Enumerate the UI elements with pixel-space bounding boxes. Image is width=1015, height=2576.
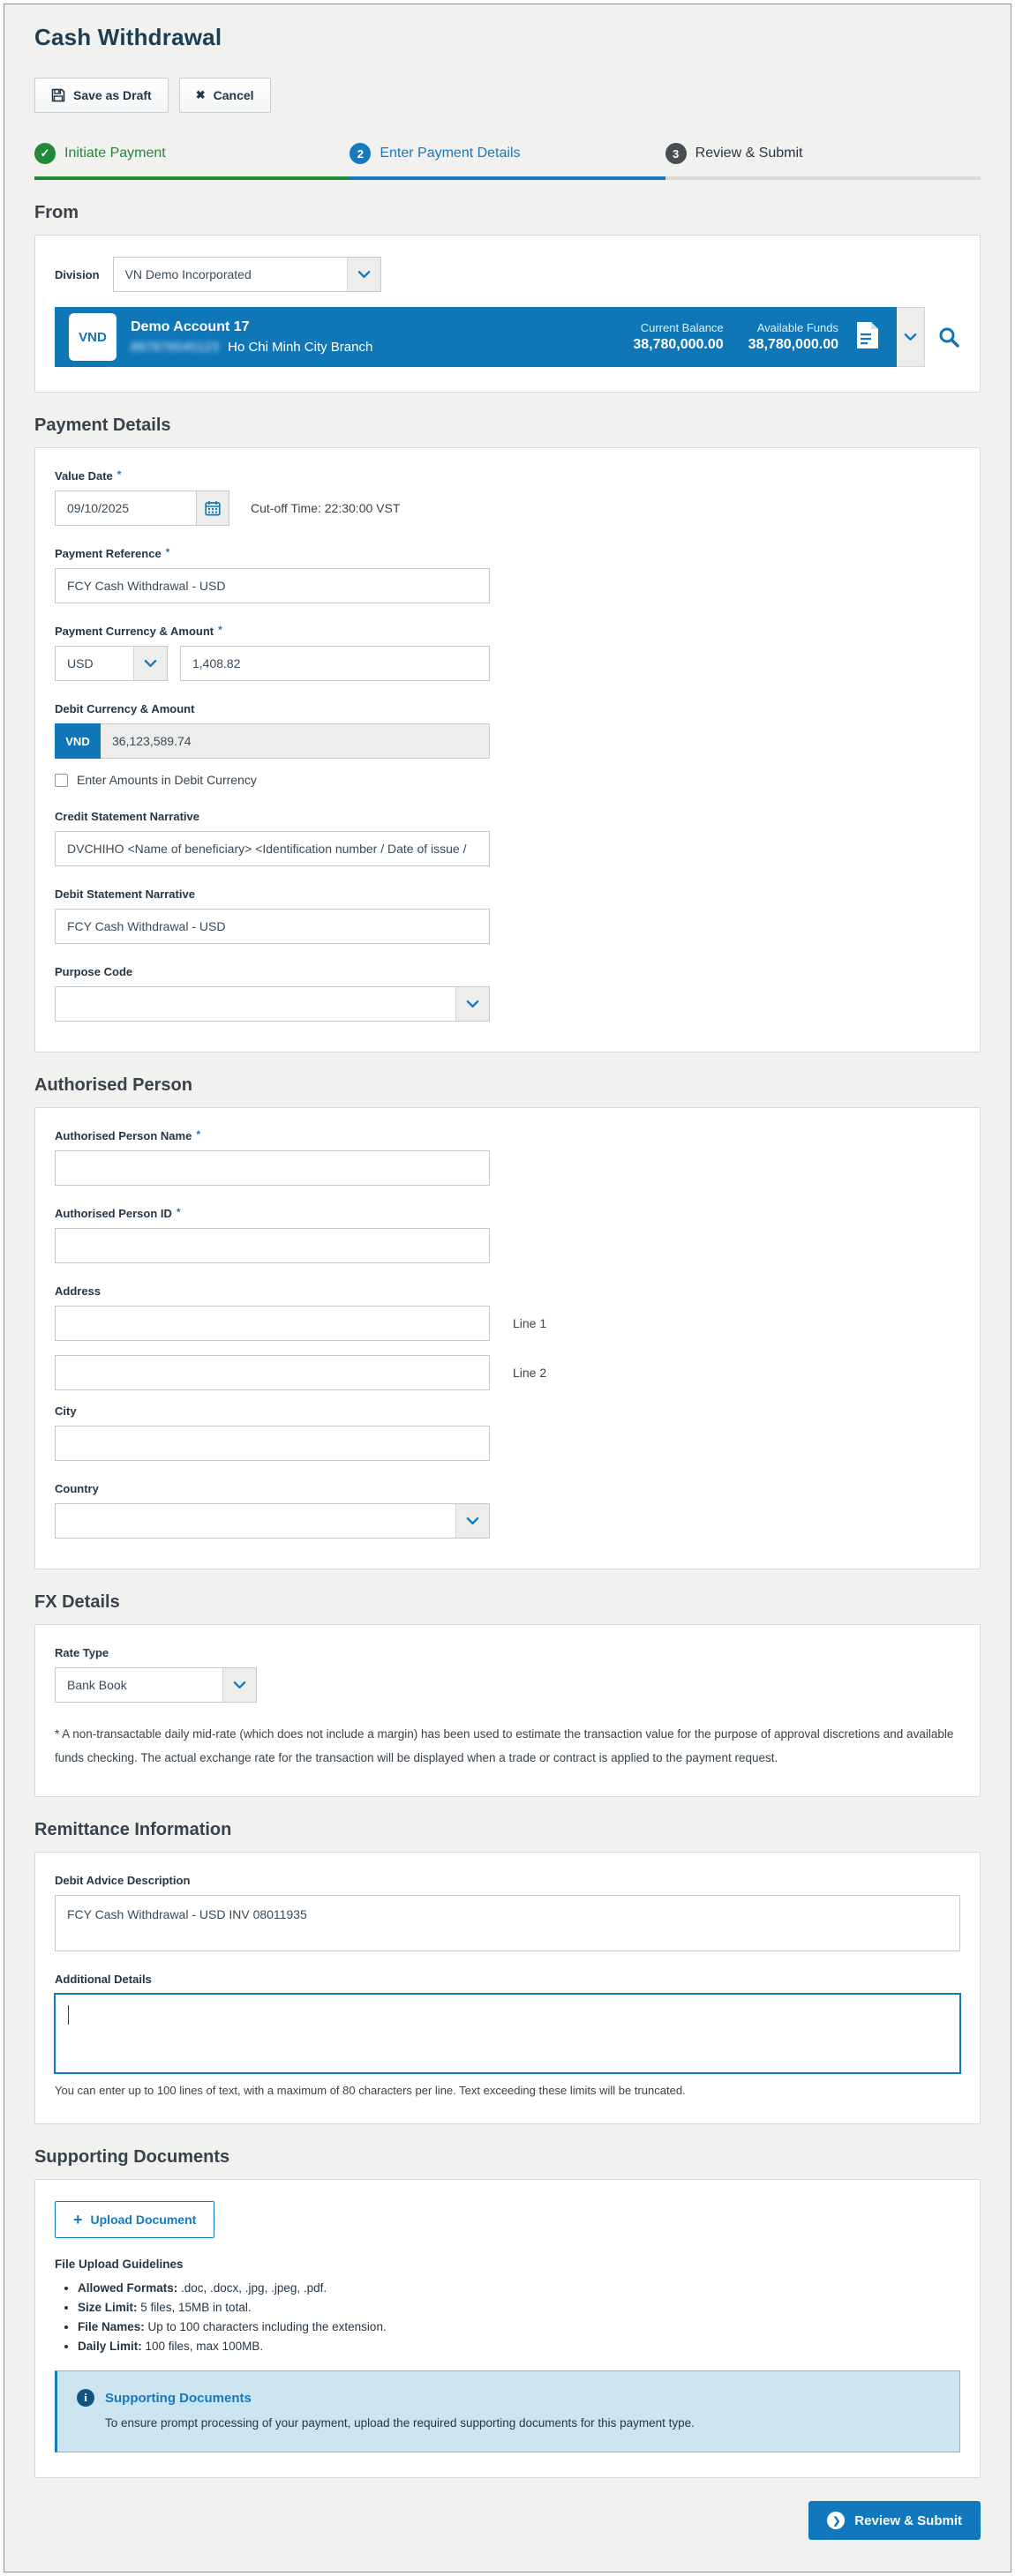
payment-reference-input[interactable]: FCY Cash Withdrawal - USD [55, 568, 490, 603]
step-label: Initiate Payment [64, 146, 166, 161]
review-submit-button[interactable] [808, 2501, 981, 2540]
upload-document-label: Upload Document [90, 2213, 197, 2227]
step-label: Enter Payment Details [380, 146, 521, 161]
step-done-check-icon: ✓ [34, 143, 56, 164]
available-funds-value: 38,780,000.00 [748, 337, 838, 352]
country-select[interactable] [55, 1503, 490, 1539]
from-section-heading: From [34, 203, 79, 222]
debit-currency-checkbox-row [55, 773, 960, 787]
fx-details-card [34, 1624, 981, 1797]
division-label: Division [55, 267, 100, 281]
toolbar [34, 78, 981, 113]
debit-currency-checkbox[interactable] [55, 774, 68, 787]
footer-actions [34, 2501, 981, 2540]
account-expand-button[interactable] [897, 307, 925, 367]
step-progress-bar [34, 176, 350, 180]
file-upload-guidelines-title: File Upload Guidelines [55, 2258, 184, 2271]
payment-reference-label: Payment Reference * [55, 546, 170, 560]
authorised-person-heading: Authorised Person [34, 1075, 192, 1095]
save-as-draft-label: Save as Draft [73, 88, 152, 102]
debit-currency-checkbox-label[interactable]: Enter Amounts in Debit Currency [77, 773, 257, 787]
debit-advice-label: Debit Advice Description [55, 1874, 191, 1887]
debit-narrative-label: Debit Statement Narrative [55, 887, 195, 901]
step-indicator [34, 141, 981, 180]
page-frame [4, 4, 1011, 2572]
step-number-badge: 3 [665, 143, 687, 164]
close-icon: ✖ [195, 88, 206, 101]
save-icon [51, 88, 65, 102]
city-label: City [55, 1404, 77, 1418]
search-icon [937, 326, 960, 348]
account-search-button[interactable] [937, 326, 960, 348]
additional-details-textarea[interactable] [55, 1994, 960, 2073]
chevron-down-icon [222, 1668, 256, 1702]
account-number: 887876545123 [131, 339, 220, 355]
credit-narrative-input[interactable]: DVCHIHO <Name of beneficiary> <Identification number / Date of issue / [55, 831, 490, 866]
supporting-documents-card [34, 2179, 981, 2478]
debit-currency-amount-label: Debit Currency & Amount [55, 702, 195, 715]
calendar-icon [205, 500, 221, 516]
authorised-person-id-label: Authorised Person ID * [55, 1206, 181, 1220]
chevron-down-icon [904, 333, 917, 341]
required-marker: * [176, 1206, 181, 1218]
step-review-submit[interactable] [665, 141, 981, 180]
value-date-input[interactable]: 09/10/2025 [55, 490, 196, 526]
chevron-down-icon [455, 1504, 489, 1538]
chevron-down-icon [133, 647, 167, 680]
step-enter-payment-details[interactable] [350, 141, 665, 180]
account-currency-badge: VND [69, 313, 117, 361]
division-select[interactable] [113, 257, 381, 292]
text-caret [68, 2005, 69, 2025]
fx-disclaimer-text: * A non-transactable daily mid-rate (which does not include a margin) has been used to estimate the transaction value for the purpose of approval discretions and available funds checking. The actual exchange rate for the transaction will be displayed when a trade or contract is applied to the payment request. [55, 1727, 954, 1764]
address-line1-input[interactable] [55, 1306, 490, 1341]
cancel-button[interactable] [179, 78, 271, 113]
step-progress-bar [665, 176, 981, 180]
review-submit-label: Review & Submit [854, 2512, 962, 2528]
purpose-code-label: Purpose Code [55, 965, 133, 978]
plus-icon: + [73, 2211, 83, 2228]
payment-currency-value: USD [67, 656, 94, 670]
city-input[interactable] [55, 1426, 490, 1461]
guideline-file-names: • File Names: Up to 100 characters including the extension. [78, 2320, 960, 2333]
chevron-down-icon [347, 258, 380, 291]
arrow-right-circle-icon: ❯ [827, 2512, 845, 2529]
guideline-size-limit: • Size Limit: 5 files, 15MB in total. [78, 2301, 960, 2314]
cutoff-time-text: Cut-off Time: 22:30:00 VST [251, 501, 401, 515]
rate-type-label: Rate Type [55, 1646, 109, 1659]
step-progress-bar [350, 176, 665, 180]
step-initiate-payment[interactable] [34, 141, 350, 180]
additional-details-helper: You can enter up to 100 lines of text, with a maximum of 80 characters per line. Text exceeding these limits will be truncated. [55, 2084, 686, 2097]
upload-document-button[interactable] [55, 2201, 214, 2238]
guideline-daily-limit: • Daily Limit: 100 files, max 100MB. [78, 2340, 960, 2353]
country-label: Country [55, 1482, 99, 1495]
chevron-down-icon [455, 987, 489, 1021]
current-balance-value: 38,780,000.00 [633, 337, 724, 352]
payment-currency-select[interactable] [55, 646, 168, 681]
authorised-person-name-label: Authorised Person Name * [55, 1128, 200, 1142]
save-as-draft-button[interactable] [34, 78, 169, 113]
division-select-value: VN Demo Incorporated [124, 267, 252, 281]
from-card [34, 235, 981, 393]
current-balance-block [633, 321, 723, 353]
required-marker: * [218, 624, 222, 636]
additional-details-label: Additional Details [55, 1973, 152, 1986]
available-funds-block [748, 321, 838, 353]
payment-amount-input[interactable]: 1,408.82 [180, 646, 490, 681]
supporting-documents-info-box [55, 2370, 960, 2452]
document-icon[interactable] [856, 321, 879, 354]
rate-type-select[interactable] [55, 1667, 257, 1703]
remittance-heading: Remittance Information [34, 1820, 232, 1839]
purpose-code-value [56, 987, 455, 1021]
account-selector-row [55, 307, 960, 367]
payment-details-heading: Payment Details [34, 416, 171, 435]
available-funds-label: Available Funds [756, 321, 838, 334]
cancel-label: Cancel [213, 88, 254, 102]
file-upload-guidelines-list [55, 2281, 960, 2353]
purpose-code-select[interactable] [55, 986, 490, 1022]
current-balance-label: Current Balance [640, 321, 724, 334]
authorised-person-id-input[interactable] [55, 1228, 490, 1263]
supporting-documents-heading: Supporting Documents [34, 2147, 230, 2167]
payment-currency-amount-label: Payment Currency & Amount * [55, 624, 222, 638]
page-title: Cash Withdrawal [34, 24, 222, 50]
country-select-value [56, 1504, 455, 1538]
value-date-label: Value Date * [55, 468, 122, 483]
debit-amount-readonly: 36,123,589.74 [101, 723, 490, 759]
info-icon: i [77, 2389, 94, 2407]
info-box-title: Supporting Documents [105, 2390, 252, 2406]
credit-narrative-label: Credit Statement Narrative [55, 810, 199, 823]
fx-details-heading: FX Details [34, 1592, 120, 1612]
account-branch: Ho Chi Minh City Branch [228, 339, 373, 355]
rate-type-value: Bank Book [67, 1678, 127, 1692]
calendar-button[interactable] [196, 490, 229, 526]
payment-details-card [34, 447, 981, 1052]
guideline-allowed-formats: • Allowed Formats: .doc, .docx, .jpg, .jpeg, .pdf. [78, 2281, 960, 2295]
authorised-person-name-input[interactable] [55, 1150, 490, 1186]
address-line2-input[interactable] [55, 1355, 490, 1390]
address-line1-label: Line 1 [513, 1316, 547, 1330]
account-card[interactable] [55, 307, 897, 367]
remittance-card [34, 1852, 981, 2124]
step-label: Review & Submit [695, 146, 803, 161]
debit-narrative-input[interactable]: FCY Cash Withdrawal - USD [55, 909, 490, 944]
authorised-person-card [34, 1107, 981, 1569]
debit-advice-input[interactable]: FCY Cash Withdrawal - USD INV 08011935 [55, 1895, 960, 1951]
required-marker: * [117, 468, 122, 481]
required-marker: * [196, 1128, 200, 1141]
required-marker: * [165, 546, 170, 558]
address-label: Address [55, 1284, 102, 1298]
info-box-text: To ensure prompt processing of your payment, upload the required supporting documents for this payment type. [105, 2416, 695, 2430]
step-number-badge: 2 [350, 143, 371, 164]
account-name: Demo Account 17 [131, 318, 250, 334]
address-line2-label: Line 2 [513, 1366, 547, 1380]
debit-currency-badge: VND [55, 723, 101, 759]
